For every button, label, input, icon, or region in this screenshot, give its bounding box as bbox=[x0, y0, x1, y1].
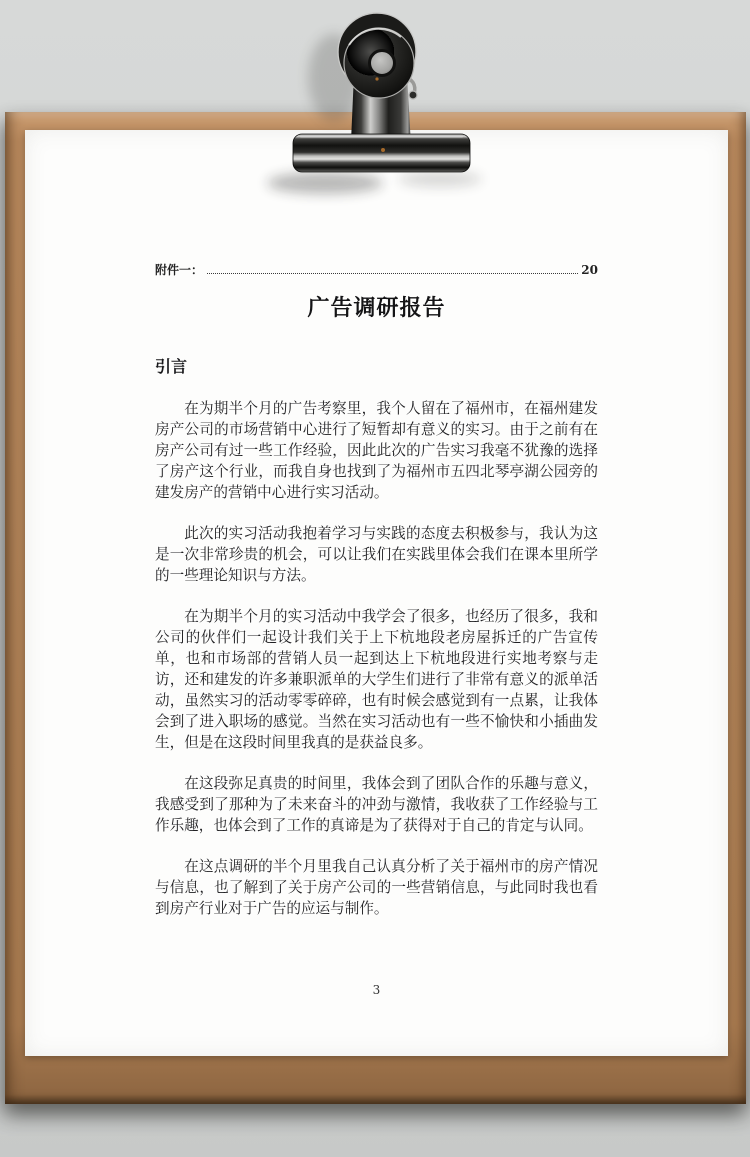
clip-bar bbox=[293, 134, 470, 172]
document-content bbox=[25, 130, 728, 1056]
clipboard-board bbox=[5, 112, 746, 1104]
clip-bar-top-highlight bbox=[300, 136, 463, 138]
clip-paper-shadow-right bbox=[398, 171, 482, 187]
page-number: 3 bbox=[372, 983, 381, 997]
clip-lever-knob bbox=[409, 91, 417, 99]
paragraph-1: 在为期半个月的广告考察里，我个人留在了福州市，在福州建发房产公司的市场营销中心进行了短暂却有意义的实习。由于之前有在房产公司有过一些工作经验，因此此次的广告实习我毫不犹豫的选择了房产这个行业，而我自身也找到了为福州市五四北琴亭湖公园旁的建发房产的营销中心进行实习活动。 bbox=[155, 400, 598, 501]
attachment-page-number: 20 bbox=[581, 263, 598, 277]
dotted-leader bbox=[207, 262, 578, 274]
document-page bbox=[25, 130, 728, 1056]
paragraph-3: 在为期半个月的实习活动中我学会了很多，也经历了很多，我和公司的伙伴们一起设计我们关于上下杭地段老房屋拆迁的广告宣传单，也和市场部的营销人员一起到达上下杭地段进行实地考察与走访，还和建发的许多兼职派单的大学生们进行了非常有意义的派单活动，虽然实习的活动零零碎碎，也有时候会感觉到有一点累，让我体会到了进入职场的感觉。当然在实习活动也有一些不愉快和小插曲发生，但是在这段时间里我真的是获益良多。 bbox=[155, 608, 598, 751]
rust-speck bbox=[375, 77, 378, 80]
paragraph-2: 此次的实习活动我抱着学习与实践的态度去积极参与，我认为这是一次非常珍贵的机会，可以让我们在实践里体会我们在课本里所学的一些理论知识与方法。 bbox=[155, 525, 598, 584]
attachment-label: 附件一： bbox=[155, 263, 204, 277]
clip-paper-shadow-left bbox=[267, 172, 383, 194]
attachment-toc-line bbox=[155, 262, 598, 278]
binder-clip-icon bbox=[240, 6, 520, 206]
rust-speck-bar bbox=[381, 148, 385, 152]
section-heading-introduction: 引言 bbox=[155, 357, 188, 376]
report-title: 广告调研报告 bbox=[307, 295, 446, 321]
paragraph-5: 在这点调研的半个月里我自己认真分析了关于福州市的房产情况与信息，也了解到了关于房产公司的一些营销信息，与此同时我也看到房产行业对于广告的应运与制作。 bbox=[155, 858, 598, 917]
paragraph-4: 在这段弥足真贵的时间里，我体会到了团队合作的乐趣与意义，我感受到了那种为了未来奋斗的冲劲与激情，我收获了工作经验与工作乐趣，也体会到了工作的真谛是为了获得对于自己的肯定与认同。 bbox=[155, 775, 598, 834]
report-body bbox=[155, 398, 598, 919]
clip-hole bbox=[370, 51, 395, 76]
